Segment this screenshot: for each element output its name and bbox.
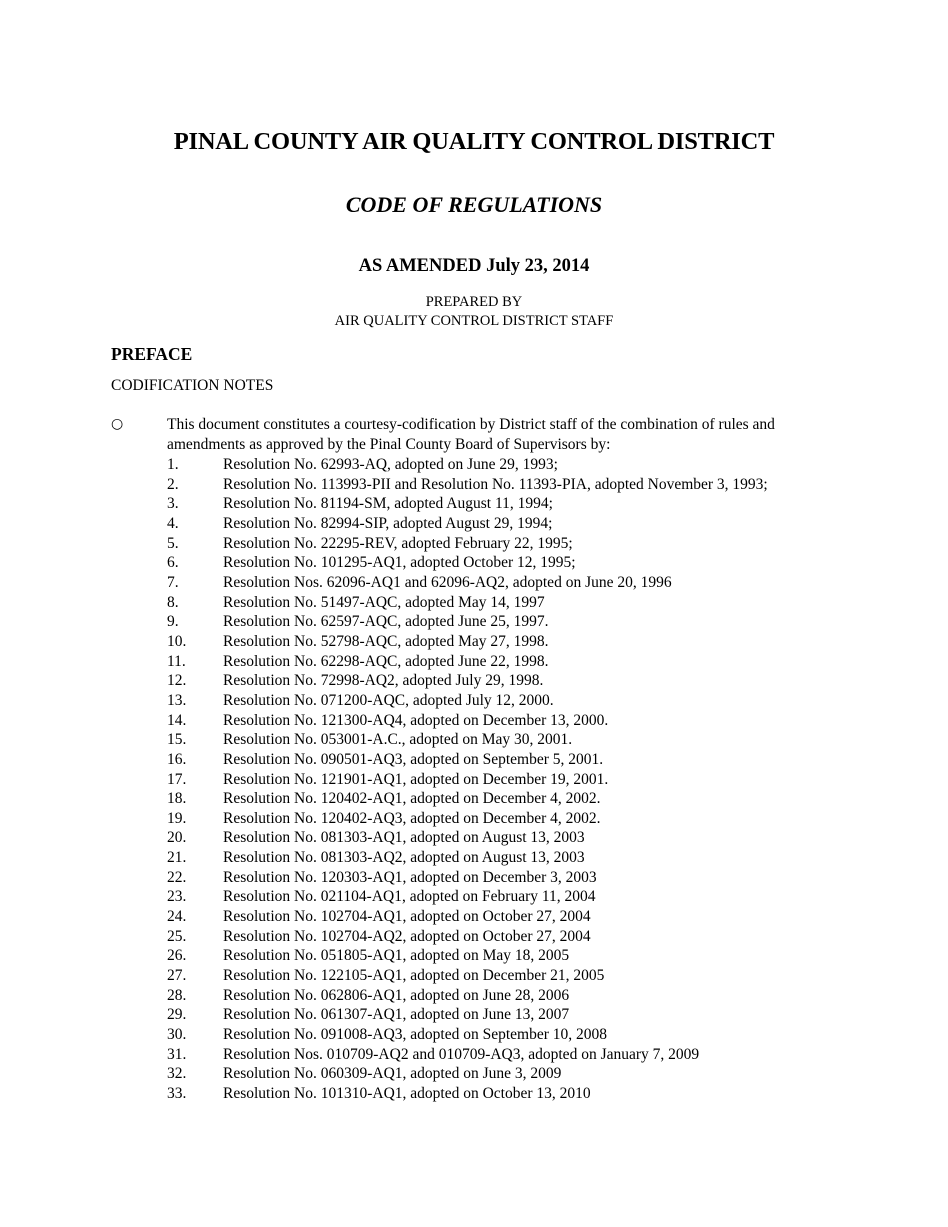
list-item-text: Resolution No. 021104-AQ1, adopted on February 11, 2004 [223,888,596,906]
list-item-number: 7. [167,573,179,591]
list-item-text: Resolution No. 62597-AQC, adopted June 25, 1997. [223,613,549,631]
list-item-number: 3. [167,495,179,513]
list-item-number: 26. [167,947,187,965]
list-item [167,907,867,927]
document-subtitle: CODE OF REGULATIONS [345,192,603,217]
list-item-text: Resolution No. 071200-AQC, adopted July 12, 2000. [223,691,554,709]
codification-notes-heading: CODIFICATION NOTES [111,377,274,394]
list-item [167,927,867,947]
list-item-number: 28. [167,986,187,1004]
list-item [167,593,867,613]
list-item-text: Resolution No. 053001-A.C., adopted on May 30, 2001. [223,731,573,749]
list-item-text: Resolution No. 061307-AQ1, adopted on June 13, 2007 [223,1006,570,1024]
list-item-text: Resolution No. 051805-AQ1, adopted on May 18, 2005 [223,947,570,965]
list-item-number: 6. [167,554,179,572]
list-item-text: Resolution Nos. 010709-AQ2 and 010709-AQ3, adopted on January 7, 2009 [223,1045,700,1063]
list-item-text: Resolution Nos. 62096-AQ1 and 62096-AQ2, adopted on June 20, 1996 [223,573,672,591]
list-item-number: 10. [167,632,187,650]
list-item [167,652,867,672]
list-item [167,966,867,986]
list-item-number: 27. [167,967,187,985]
list-item [167,750,867,770]
list-item [167,1005,867,1025]
list-item-text: Resolution No. 081303-AQ1, adopted on August 13, 2003 [223,829,585,847]
list-item-text: Resolution No. 120402-AQ3, adopted on December 4, 2002. [223,809,601,827]
list-item-number: 22. [167,868,187,886]
list-item-number: 11. [167,652,186,670]
list-item-text: Resolution No. 121300-AQ4, adopted on December 13, 2000. [223,711,609,729]
list-item-text: Resolution No. 51497-AQC, adopted May 14, 1997 [223,593,545,611]
list-item [167,887,867,907]
list-item-number: 1. [167,456,179,473]
list-item-text: Resolution No. 062806-AQ1, adopted on June 28, 2006 [223,986,570,1004]
list-item [167,534,867,554]
list-item [167,828,867,848]
prepared-by-staff: AIR QUALITY CONTROL DISTRICT STAFF [334,313,614,329]
list-item-number: 14. [167,711,187,729]
list-item-text: Resolution No. 62298-AQC, adopted June 22, 1998. [223,652,549,670]
list-item-text: Resolution No. 81194-SM, adopted August 11, 1994; [223,495,553,513]
list-item-number: 33. [167,1085,187,1102]
list-item [167,691,867,711]
list-item-number: 15. [167,731,187,749]
list-item [167,789,867,809]
list-item [167,770,867,790]
list-item-text: Resolution No. 102704-AQ1, adopted on October 27, 2004 [223,908,591,926]
resolution-list [167,455,867,1104]
list-item-text: Resolution No. 081303-AQ2, adopted on August 13, 2003 [223,849,585,867]
list-item-text: Resolution No. 120303-AQ1, adopted on December 3, 2003 [223,868,597,886]
list-item [167,730,867,750]
list-item-number: 30. [167,1026,187,1044]
list-item-number: 25. [167,927,187,945]
list-item [167,868,867,888]
list-item-number: 19. [167,809,187,827]
list-item-number: 32. [167,1065,187,1083]
list-item-text: Resolution No. 122105-AQ1, adopted on December 21, 2005 [223,967,605,985]
list-item-text: Resolution No. 113993-PII and Resolution No. 11393-PIA, adopted November 3, 1993; [223,475,768,493]
list-item [167,632,867,652]
list-item-text: Resolution No. 090501-AQ3, adopted on September 5, 2001. [223,750,604,768]
list-item [167,455,867,475]
list-item [167,848,867,868]
list-item [167,1064,867,1084]
document-title: PINAL COUNTY AIR QUALITY CONTROL DISTRICT [173,128,775,155]
prepared-by-block [0,293,948,331]
list-item [167,514,867,534]
preface-heading: PREFACE [111,344,193,364]
list-item-text: Resolution No. 101295-AQ1, adopted October 12, 1995; [223,554,576,572]
list-item-text: Resolution No. 091008-AQ3, adopted on September 10, 2008 [223,1026,608,1044]
list-item-number: 24. [167,908,187,926]
list-item-number: 4. [167,514,179,532]
list-item-number: 31. [167,1045,187,1063]
list-item-text: Resolution No. 22295-REV, adopted February 22, 1995; [223,534,573,552]
list-item [167,475,867,495]
list-item [167,494,867,514]
list-item-number: 16. [167,750,187,768]
list-item-number: 5. [167,534,179,552]
list-item [167,809,867,829]
list-item-number: 20. [167,829,187,847]
list-item-text: Resolution No. 62993-AQ, adopted on June 29, 1993; [223,456,558,473]
list-item-text: Resolution No. 52798-AQC, adopted May 27, 1998. [223,632,549,650]
list-item [167,711,867,731]
list-item [167,573,867,593]
list-item-number: 12. [167,672,187,690]
list-item-text: Resolution No. 72998-AQ2, adopted July 29, 1998. [223,672,544,690]
intro-paragraph: This document constitutes a courtesy-codification by District staff of the combination of rules and amendments as approved by the Pinal County Board of Supervisors by: [167,416,775,453]
list-item-text: Resolution No. 060309-AQ1, adopted on June 3, 2009 [223,1065,562,1083]
list-item [167,1084,867,1104]
list-item-number: 18. [167,790,187,808]
list-item-text: Resolution No. 121901-AQ1, adopted on December 19, 2001. [223,770,609,788]
list-item [167,612,867,632]
list-item-text: Resolution No. 101310-AQ1, adopted on October 13, 2010 [223,1085,591,1102]
list-item [167,946,867,966]
list-item-number: 23. [167,888,187,906]
amended-date: AS AMENDED July 23, 2014 [358,256,590,276]
list-item-text: Resolution No. 102704-AQ2, adopted on October 27, 2004 [223,927,591,945]
list-item-number: 2. [167,475,179,493]
list-item [167,671,867,691]
list-item [167,553,867,573]
list-item-number: 29. [167,1006,187,1024]
list-item [167,1025,867,1045]
list-item-number: 8. [167,593,179,611]
list-item [167,986,867,1006]
list-item-text: Resolution No. 82994-SIP, adopted August 29, 1994; [223,514,553,532]
list-item-text: Resolution No. 120402-AQ1, adopted on December 4, 2002. [223,790,601,808]
list-item-number: 21. [167,849,187,867]
list-item-number: 17. [167,770,187,788]
list-item-number: 13. [167,691,187,709]
prepared-by-label: PREPARED BY [425,294,523,310]
bullet-circle-icon: ○ [111,416,124,432]
list-item-number: 9. [167,613,179,631]
list-item [167,1045,867,1065]
